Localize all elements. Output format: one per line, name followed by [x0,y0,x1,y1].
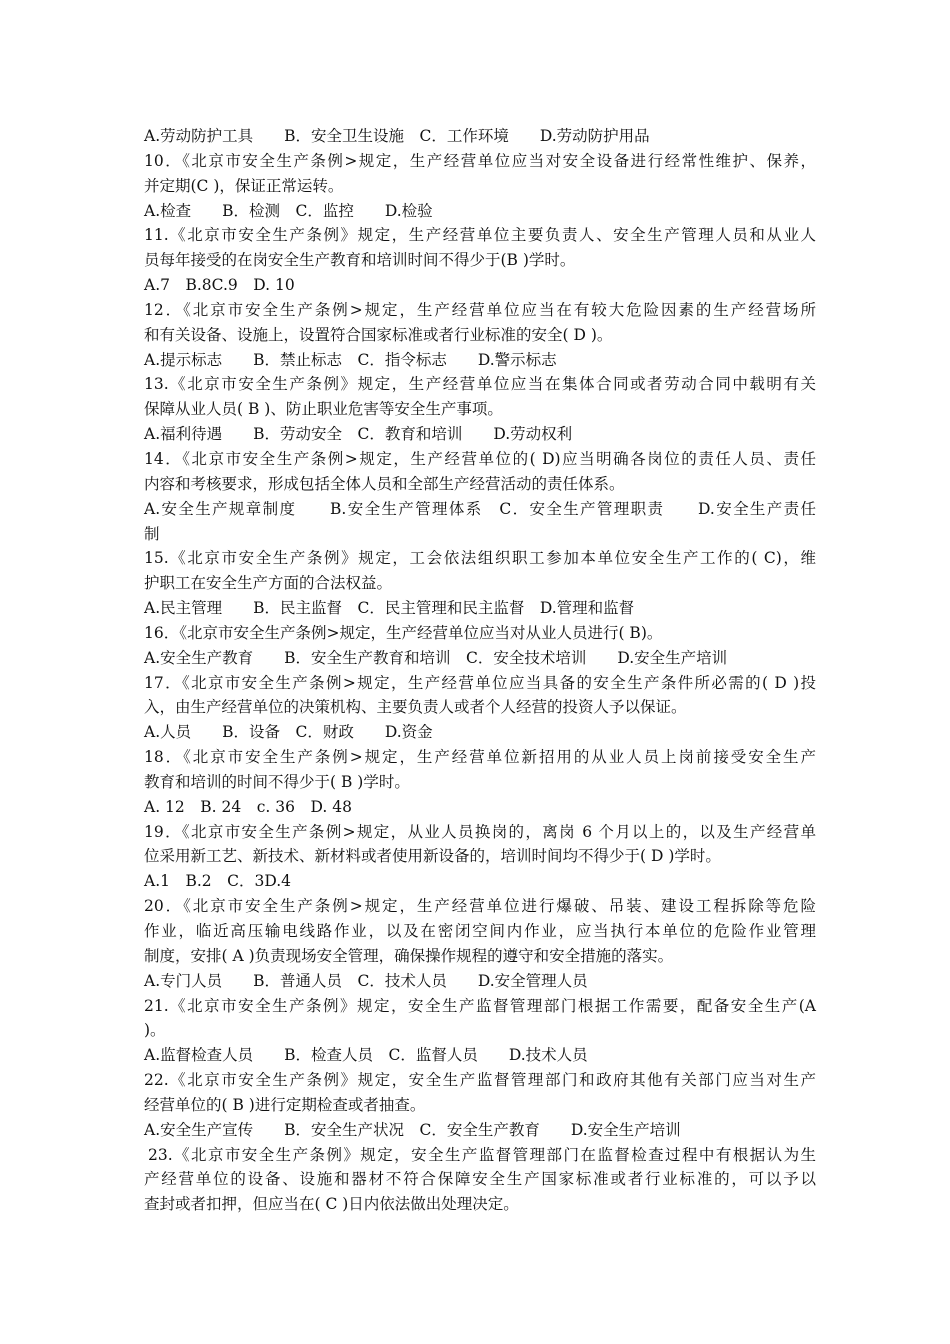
text-line: 20．《北京市安全生产条例>规定，生产经营单位进行爆破、吊装、建设工程拆除等危险 [144,897,816,916]
text-line: 经营单位的( B )进行定期检查或者抽查。 [144,1095,426,1114]
text-line: 并定期(C )，保证正常运转。 [144,176,344,195]
text-line: 护职工在安全生产方面的合法权益。 [144,574,393,593]
text-line: 内容和考核要求，形成包括全体人员和全部生产经营活动的责任体系。 [144,474,625,493]
text-line: 12．《北京市安全生产条例>规定，生产经营单位应当在有较大危险因素的生产经营场所 [144,300,816,319]
text-line: 保障从业人员( B )、防止职业危害等安全生产事项。 [144,400,503,419]
document-page [144,124,816,1217]
text-line: 15.《北京市安全生产条例》规定，工会依法组织职工参加本单位安全生产工作的( C)，维 [144,549,816,568]
text-line: A.安全生产教育 B．安全生产教育和培训 C．安全技术培训 D.安全生产培训 [144,648,728,667]
text-line: 和有关设备、设施上，设置符合国家标准或者行业标准的安全( D )。 [144,325,613,344]
text-line: 14．《北京市安全生产条例>规定，生产经营单位的( D)应当明确各岗位的责任人员、责任 [144,449,816,468]
text-line: A.专门人员 B．普通人员 C．技术人员 D.安全管理人员 [144,971,588,990]
text-line: A.安全生产宣传 B．安全生产状况 C．安全生产教育 D.安全生产培训 [144,1120,681,1139]
text-line: 查封或者扣押，但应当在( C )日内依法做出处理决定。 [144,1195,519,1214]
text-line: A.福利待遇 B．劳动安全 C．教育和培训 D.劳动权利 [144,425,573,444]
text-line: 17．《北京市安全生产条例>规定，生产经营单位应当具备的安全生产条件所必需的( D )投 [144,673,816,692]
text-line: A.安全生产规章制度 B.安全生产管理体系 C．安全生产管理职责 D.安全生产责任 [144,499,816,518]
text-line: A. 12 B. 24 c. 36 D. 48 [144,797,352,816]
text-line: )。 [144,1021,166,1040]
text-line: 教育和培训的时间不得少于( B )学时。 [144,772,410,791]
text-line: 位采用新工艺、新技术、新材料或者使用新设备的，培训时间均不得少于( D )学时。 [144,847,721,866]
text-line: 入，由生产经营单位的决策机构、主要负责人或者个人经营的投资人予以保证。 [144,698,687,717]
text-line: 产经营单位的设备、设施和器材不符合保障安全生产国家标准或者行业标准的，可以予以 [144,1170,816,1189]
text-line: A.劳动防护工具 B．安全卫生设施 C．工作环境 D.劳动防护用品 [144,127,650,145]
text-line: A.1 B.2 C．3D.4 [144,872,292,891]
text-line: 16．《北京市安全生产条例>规定，生产经营单位应当对从业人员进行( B)。 [144,623,663,642]
text-line: 18．《北京市安全生产条例>规定，生产经营单位新招用的从业人员上岗前接受安全生产 [144,748,816,767]
text-line: A.监督检查人员 B．检查人员 C．监督人员 D.技术人员 [144,1046,588,1065]
text-line: A.民主管理 B．民主监督 C．民主管理和民主监督 D.管理和监督 [144,599,635,618]
text-line: 19．《北京市安全生产条例>规定，从业人员换岗的，离岗 6 个月以上的，以及生产经营单 [144,822,816,841]
text-line: 13.《北京市安全生产条例》规定，生产经营单位应当在集体合同或者劳动合同中载明有关 [144,375,816,394]
text-line: 员每年接受的在岗安全生产教育和培训时间不得少于(B )学时。 [144,251,576,270]
text-line: 11.《北京市安全生产条例》规定，生产经营单位主要负责人、安全生产管理人员和从业人 [144,226,816,245]
text-line: A.人员 B．设备 C．财政 D.资金 [144,723,433,742]
text-line: 21.《北京市安全生产条例》规定，安全生产监督管理部门根据工作需要，配备安全生产(A [144,996,816,1015]
text-line: 23.《北京市安全生产条例》规定，安全生产监督管理部门在监督检查过程中有根据认为生 [148,1145,816,1164]
text-line: A.提示标志 B．禁止标志 C．指令标志 D.警示标志 [144,350,557,369]
text-line: A.7 B.8C.9 D. 10 [144,276,295,295]
text-line: 22.《北京市安全生产条例》规定，安全生产监督管理部门和政府其他有关部门应当对生产 [144,1071,816,1090]
text-line: 制度，安排( A )负责现场安全管理，确保操作规程的遵守和安全措施的落实。 [144,946,674,965]
text-line: 制 [144,524,160,543]
text-line: 10．《北京市安全生产条例>规定，生产经营单位应当对安全设备进行经常性维护、保养， [144,151,816,170]
text-line: 作业，临近高压输电线路作业，以及在密闭空间内作业，应当执行本单位的危险作业管理 [144,922,816,940]
text-line: A.检查 B．检测 C．监控 D.检验 [144,201,433,220]
